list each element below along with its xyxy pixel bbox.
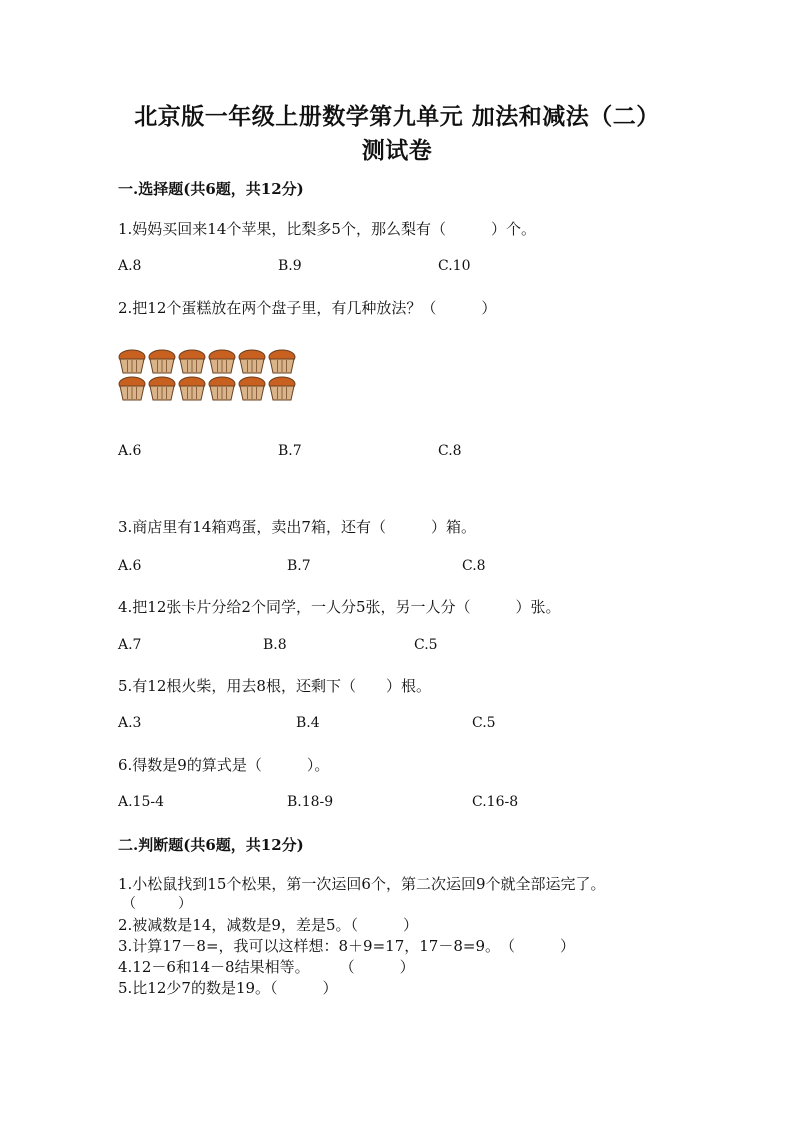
q4-option-c: C.5 <box>414 637 438 653</box>
cake-icon <box>239 350 265 373</box>
q2-option-a: A.6 <box>118 443 142 459</box>
question-6: 6.得数是9的算式是（ ）。 <box>118 756 330 774</box>
cake-icon <box>209 377 235 400</box>
title-line-1: 北京版一年级上册数学第九单元 加法和减法（二） <box>134 103 660 130</box>
section-heading-choice: 一.选择题(共6题，共12分) <box>118 180 304 198</box>
cake-icon <box>269 350 295 373</box>
question-5: 5.有12根火柴，用去8根，还剩下（ ）根。 <box>118 677 431 695</box>
q5-option-c: C.5 <box>472 715 496 731</box>
q2-option-b: B.7 <box>278 443 302 459</box>
q1-option-b: B.9 <box>278 258 302 274</box>
q2-option-c: C.8 <box>438 443 462 459</box>
q5-option-a: A.3 <box>118 715 142 731</box>
q1-option-c: C.10 <box>438 258 471 274</box>
question-3: 3.商店里有14箱鸡蛋，卖出7箱，还有（ ）箱。 <box>118 518 476 536</box>
cake-icon <box>179 350 205 373</box>
q1-option-a: A.8 <box>118 258 142 274</box>
q6-option-b: B.18-9 <box>287 794 334 810</box>
q3-option-a: A.6 <box>118 558 142 574</box>
judge-5: 5.比12少7的数是19。（ ） <box>118 979 338 997</box>
question-1: 1.妈妈买回来14个苹果，比梨多5个，那么梨有（ ）个。 <box>118 220 536 238</box>
cake-icon <box>149 350 175 373</box>
cake-icon <box>239 377 265 400</box>
cake-icon <box>149 377 175 400</box>
q6-option-c: C.16-8 <box>472 794 519 810</box>
cake-icon <box>119 350 145 373</box>
q4-option-a: A.7 <box>118 637 142 653</box>
q3-option-c: C.8 <box>462 558 486 574</box>
q4-option-b: B.8 <box>263 637 287 653</box>
question-2: 2.把12个蛋糕放在两个盘子里，有几种放法？（ ） <box>118 299 497 317</box>
judge-1-bracket: （ ） <box>122 896 192 912</box>
judge-1: 1.小松鼠找到15个松果，第一次运回6个，第二次运回9个就全部运完了。 <box>118 875 606 893</box>
cakes-illustration <box>118 348 298 404</box>
cake-icon <box>269 377 295 400</box>
q6-option-a: A.15-4 <box>118 794 165 810</box>
cake-icon <box>209 350 235 373</box>
q3-option-b: B.7 <box>287 558 311 574</box>
judge-2: 2.被减数是14，减数是9，差是5。（ ） <box>118 916 418 934</box>
cake-icon <box>179 377 205 400</box>
judge-4: 4.12－6和14－8结果相等。 （ ） <box>118 958 415 976</box>
title-line-2: 测试卷 <box>361 137 433 164</box>
judge-3: 3.计算17－8=，我可以这样想：8＋9=17，17－8=9。 （ ） <box>118 937 575 955</box>
section-heading-judge: 二.判断题(共6题，共12分) <box>118 836 304 854</box>
question-4: 4.把12张卡片分给2个同学，一人分5张，另一人分（ ）张。 <box>118 598 561 616</box>
cake-icon <box>119 377 145 400</box>
q5-option-b: B.4 <box>296 715 320 731</box>
